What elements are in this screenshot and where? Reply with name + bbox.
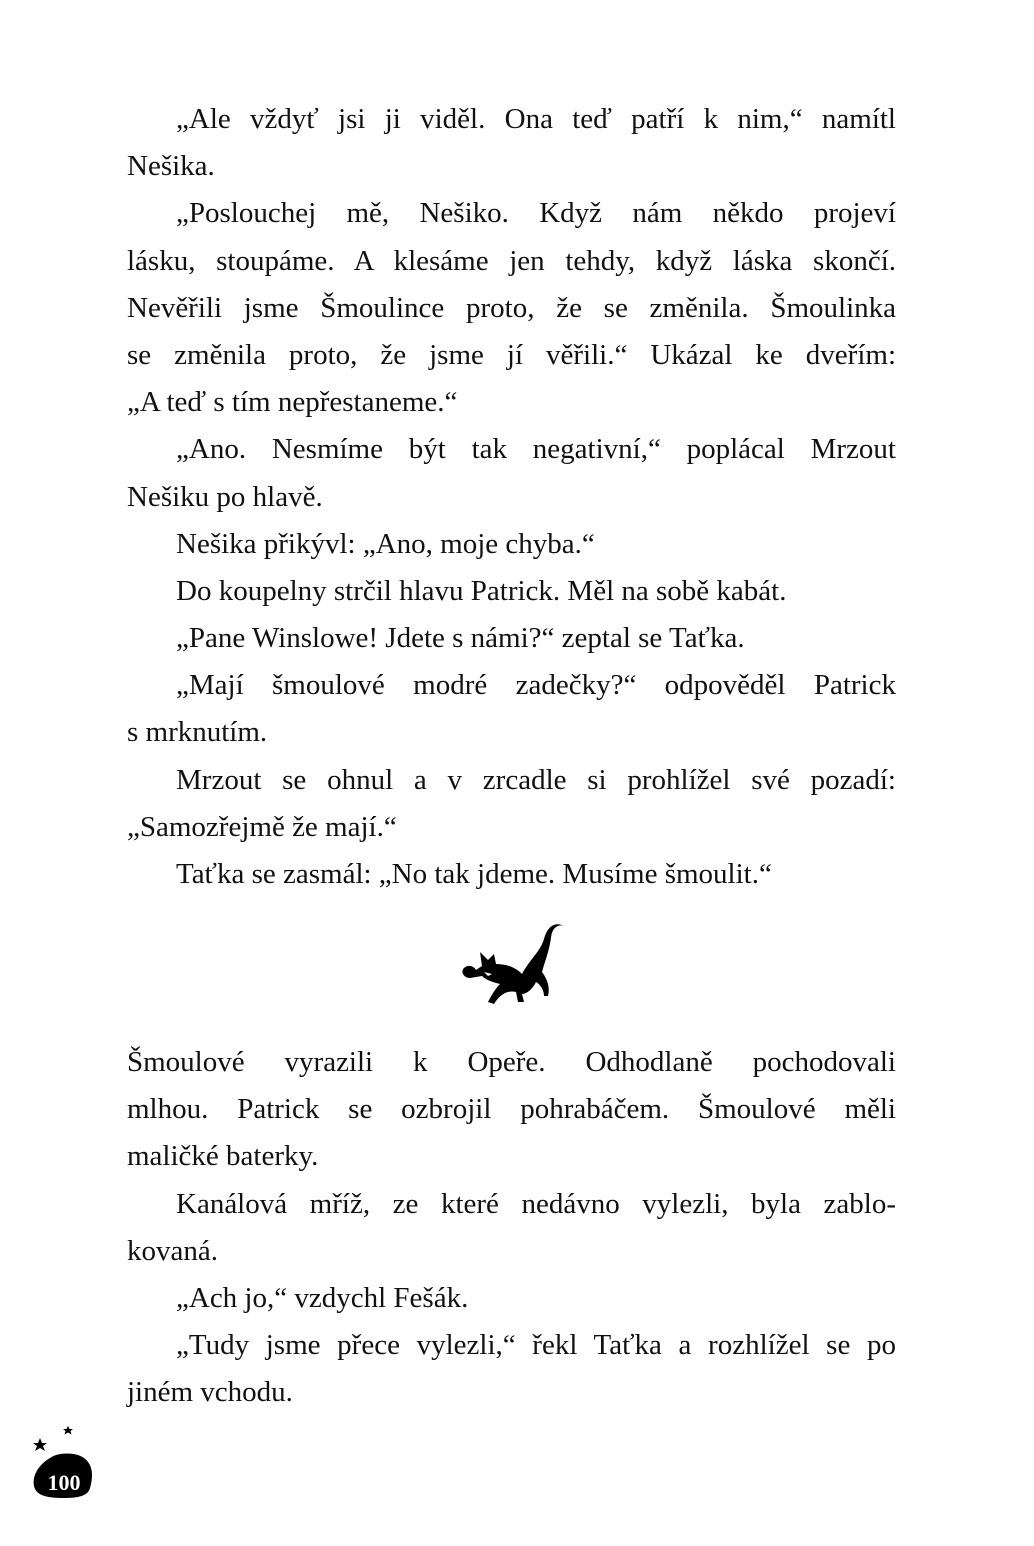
text-line: „Poslouchej mě, Nešiko. Když nám někdo projeví [176, 197, 896, 230]
text-line: Šmoulové vyrazili k Opeře. Odhodlaně pochodovali [127, 1046, 896, 1078]
text-line: Do koupelny strčil hlavu Patrick. Měl na sobě kabát. [176, 574, 787, 607]
text-line: s mrknutím. [127, 716, 268, 749]
text-line: Nešika. [127, 150, 215, 183]
text-line: mlhou. Patrick se ozbrojil pohrabáčem. Šmoulové měli [127, 1093, 896, 1126]
text-line: „A teď s tím nepřestaneme.“ [127, 386, 458, 419]
text-line: se změnila proto, že jsme jí věřili.“ Ukázal ke dveřím: [127, 338, 896, 371]
text-line: „Ano. Nesmíme být tak negativní,“ poplácal Mrzout [176, 433, 896, 466]
text-line: Taťka se zasmál: „No tak jdeme. Musíme šmoulit.“ [176, 858, 772, 890]
text-line: „Ach jo,“ vzdychl Fešák. [176, 1281, 469, 1314]
text-block-top [127, 96, 896, 898]
text-line: „Mají šmoulové modré zadečky?“ odpověděl Patrick [176, 669, 896, 702]
text-line: lásku, stoupáme. A klesáme jen tehdy, když láska skončí. [127, 244, 896, 277]
text-line: „Tudy jsme přece vylezli,“ řekl Taťka a rozhlížel se po [176, 1329, 896, 1362]
text-line: Nešiku po hlavě. [127, 480, 323, 513]
text-line: maličké baterky. [127, 1140, 319, 1173]
page-number-badge [28, 1418, 100, 1510]
text-line: Nevěřili jsme Šmoulince proto, že se změnila. Šmoulinka [127, 291, 896, 324]
text-line: kovaná. [127, 1234, 218, 1267]
text-line: „Ale vždyť jsi ji viděl. Ona teď patří k nim,“ namítl [176, 103, 896, 135]
text-line: Kanálová mříž, ze které nedávno vylezli, byla zablo- [176, 1187, 896, 1220]
text-block-bottom [127, 1039, 896, 1417]
text-line: jiném vchodu. [127, 1376, 293, 1409]
cat-icon [452, 914, 572, 1009]
text-line: „Pane Winslowe! Jdete s námi?“ zeptal se Taťka. [176, 622, 745, 655]
star-blob-icon [28, 1418, 100, 1510]
text-line: „Samozřejmě že mají.“ [127, 810, 397, 843]
text-line: Mrzout se ohnul a v zrcadle si prohlížel své pozadí: [176, 763, 896, 796]
page-number: 100 [47, 1470, 81, 1495]
text-line: Nešika přikývl: „Ano, moje chyba.“ [176, 527, 595, 560]
